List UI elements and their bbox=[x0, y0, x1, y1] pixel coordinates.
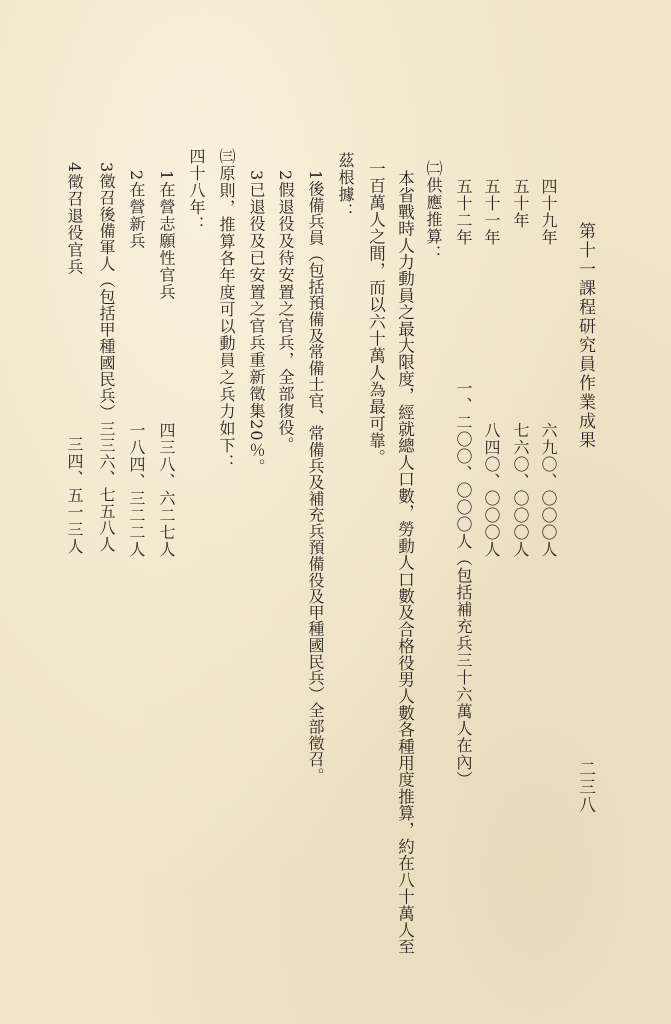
section-heading: ㈡供應推算： bbox=[424, 160, 443, 262]
mobilization-item-value: 四三八、六二七人 bbox=[157, 422, 176, 558]
year-label: 五十二年 bbox=[454, 178, 473, 246]
mobilization-item-label: 2在營新兵 bbox=[127, 170, 146, 250]
paragraph-line: 一百萬人之間，而以六十萬人為最可靠。 bbox=[366, 160, 386, 466]
mobilization-item-value: 一八四、三二二人 bbox=[127, 422, 146, 558]
mobilization-item-value: 三四、五一三人 bbox=[65, 436, 84, 555]
mobilization-item-label: 3徵召後備軍人（包括甲種國民兵）三三六、七五八人 bbox=[97, 162, 116, 553]
section-heading: ㈢原則，推算各年度可以動員之兵力如下： bbox=[217, 148, 236, 471]
year-label: 五十一年 bbox=[482, 178, 501, 246]
basis-item: 2假退役及待安置之官兵，全部復役。 bbox=[276, 170, 295, 454]
year-value: 七六〇、〇〇〇人 bbox=[511, 422, 530, 558]
year-label: 四十八年： bbox=[187, 148, 206, 233]
mobilization-item-label: 4徵召退役官兵 bbox=[65, 162, 84, 276]
year-value: 一、二〇〇、〇〇〇人（包括補充兵三十六萬人在內） bbox=[454, 380, 473, 788]
basis-item: 3已退役及已安置之官兵重新徵集20％。 bbox=[247, 170, 266, 476]
mobilization-item-label: 1在營志願性官兵 bbox=[157, 170, 176, 301]
year-value: 八四〇、〇〇〇人 bbox=[482, 422, 501, 558]
year-label: 四十九年 bbox=[539, 178, 558, 246]
year-value: 六九〇、〇〇〇人 bbox=[539, 422, 558, 558]
paragraph-line: 本省戰時人力動員之最大限度，經就總人口數，勞動人口數及合格役男人數各種用度推算，約在八十萬人至 bbox=[395, 170, 415, 955]
basis-item: 1後備兵員（包括預備及常備士官、常備兵及補充兵預備役及甲種國民兵）全部徵召。 bbox=[306, 170, 325, 784]
year-label: 五十年 bbox=[511, 178, 530, 229]
page-number: 二三八 bbox=[575, 760, 595, 814]
document-title: 第十一課程研究員作業成果 bbox=[575, 222, 595, 450]
basis-heading: 茲根據： bbox=[336, 152, 355, 220]
